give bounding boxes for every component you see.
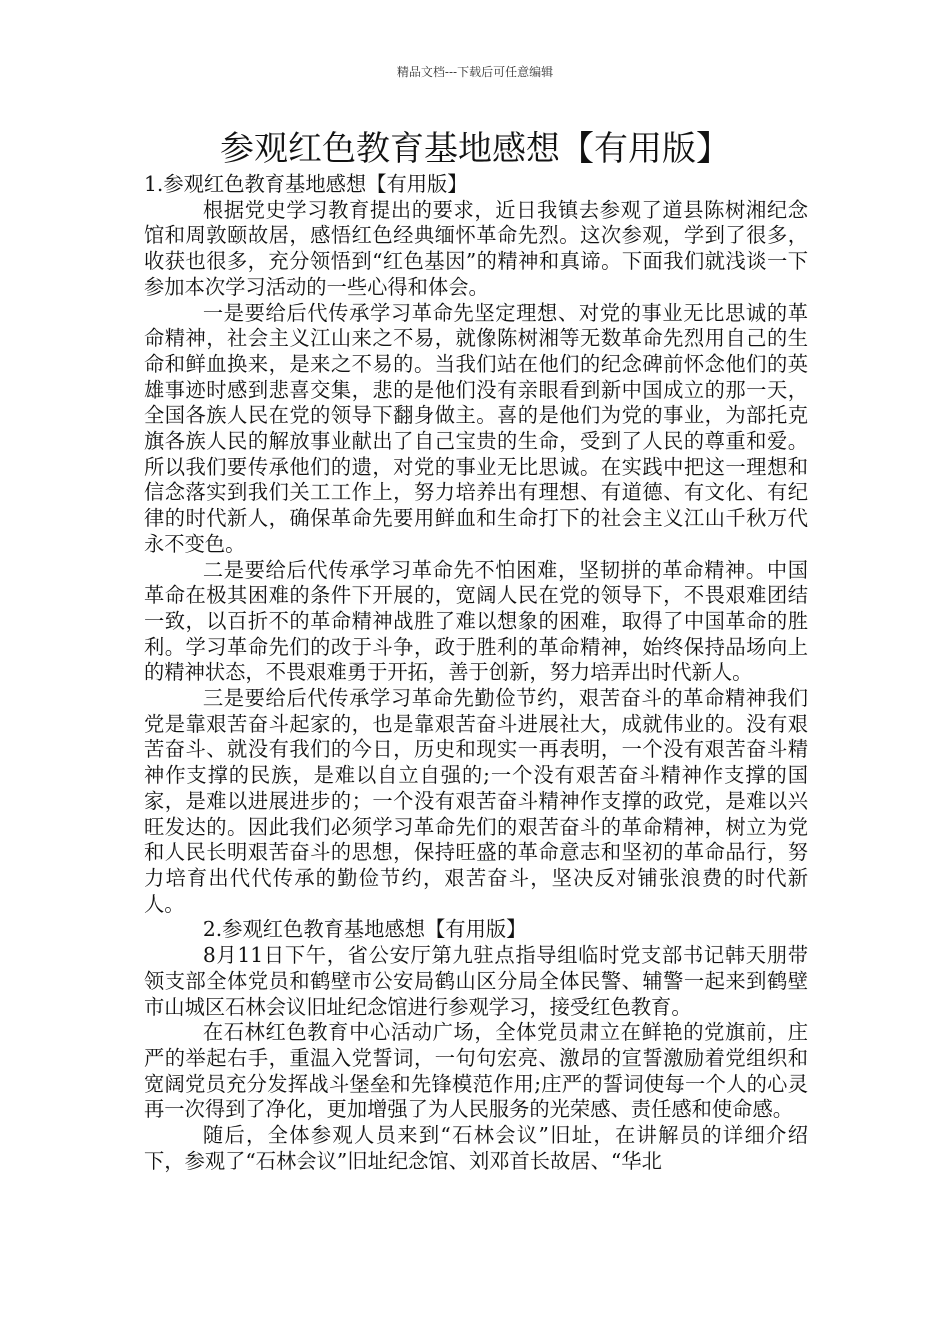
paragraph: 三是要给后代传承学习革命先勤俭节约，艰苦奋斗的革命精神我们党是靠艰苦奋斗起家的，也是靠艰苦奋斗进展社大，成就伟业的。没有艰苦奋斗、就没有我们的今日，历史和现实一再表明，一个没有艰苦奋斗精神作支撑的民族，是难以自立自强的;一个没有艰苦奋斗精神作支撑的国家，是难以进展进步的；一个没有艰苦奋斗精神作支撑的政党，是难以兴旺发达的。因此我们必须学习革命先们的艰苦奋斗的革命精神，树立为党和人民长明艰苦奋斗的思想，保持旺盛的革命意志和坚初的革命品行，努力培育出代代传承的勤俭节约，艰苦奋斗，坚决反对铺张浪费的时代新人。 <box>144 686 808 916</box>
paragraph: 根据党史学习教育提出的要求，近日我镇去参观了道县陈树湘纪念馆和周敦颐故居，感悟红色经典缅怀革命先烈。这次参观，学到了很多，收获也很多，充分领悟到“红色基因”的精神和真谛。下面我们就浅谈一下参加本次学习活动的一些心得和体会。 <box>144 197 808 299</box>
document-body <box>144 172 808 1174</box>
paragraph: 二是要给后代传承学习革命先不怕困难，坚韧拼的革命精神。中国革命在极其困难的条件下开展的，宽阔人民在党的领导下，不畏艰难团结一致，以百折不的革命精神战胜了难以想象的困难，取得了中国革命的胜利。学习革命先们的改于斗争，政于胜利的革命精神，始终保持品场向上的精神状态，不畏艰难勇于开拓，善于创新，努力培弄出时代新人。 <box>144 557 808 685</box>
document-title: 参观红色教育基地感想【有用版】 <box>220 129 730 169</box>
paragraph: 在石林红色教育中心活动广场，全体党员肃立在鲜艳的党旗前，庄严的举起右手，重温入党誓词，一句句宏亮、激昂的宣誓激励着党组织和宽阔党员充分发挥战斗堡垒和先锋模范作用;庄严的誓词使每一个人的心灵再一次得到了净化，更加增强了为人民服务的光荣感、责任感和使命感。 <box>144 1020 808 1122</box>
paragraph: 一是要给后代传承学习革命先坚定理想、对党的事业无比思诚的革命精神，社会主义江山来之不易，就像陈树湘等无数革命先烈用自己的生命和鲜血换来，是来之不易的。当我们站在他们的纪念碑前怀念他们的英雄事迹时感到悲喜交集，悲的是他们没有亲眼看到新中国成立的那一天，全国各族人民在党的领导下翻身做主。喜的是他们为党的事业，为部托克旗各族人民的解放事业献出了自己宝贵的生命，受到了人民的尊重和爱。所以我们要传承他们的遗，对党的事业无比思诚。在实践中把这一理想和信念落实到我们关工工作上，努力培养出有理想、有道德、有文化、有纪律的时代新人，确保革命先要用鲜血和生命打下的社会主义江山千秋万代永不变色。 <box>144 300 808 556</box>
section-heading-2: 2.参观红色教育基地感想【有用版】 <box>202 917 527 942</box>
page-header: 精品文档---下载后可任意编辑 <box>396 65 554 79</box>
section-heading-1: 1.参观红色教育基地感想【有用版】 <box>144 172 468 196</box>
paragraph: 随后，全体参观人员来到“石林会议”旧址，在讲解员的详细介绍下，参观了“石林会议”旧址纪念馆、刘邓首长故居、“华北 <box>144 1123 808 1173</box>
paragraph: 8月11日下午，省公安厅第九驻点指导组临时党支部书记韩天朋带领支部全体党员和鹤壁市公安局鹤山区分局全体民警、辅警一起来到鹤壁市山城区石林会议旧址纪念馆进行参观学习，接受红色教育。 <box>144 943 808 1019</box>
